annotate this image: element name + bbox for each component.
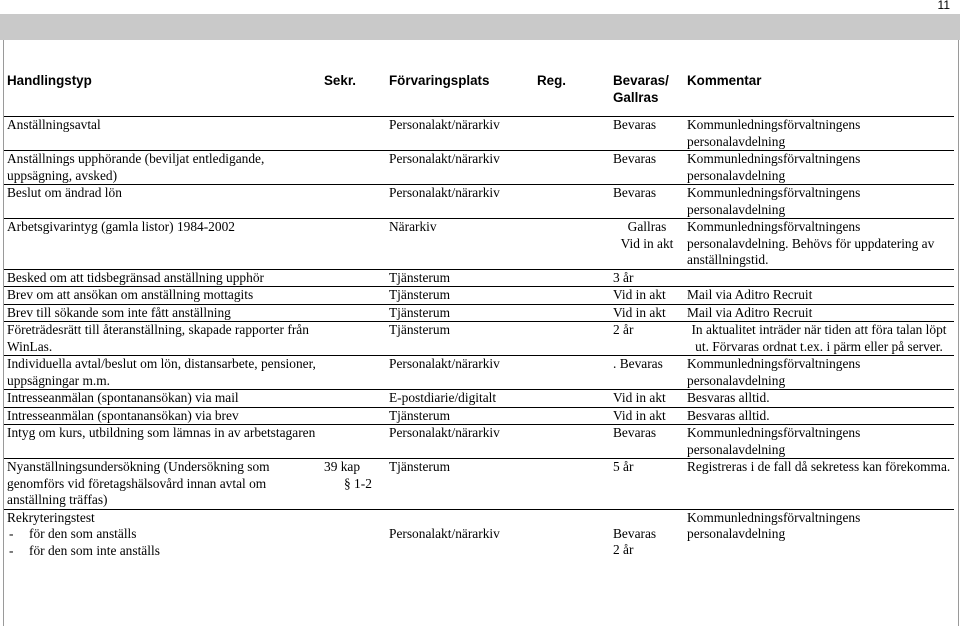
table-row	[4, 390, 954, 408]
cell-keep: Vid in akt	[610, 287, 684, 305]
cell-keep: 5 år	[610, 459, 684, 510]
cell-sekr	[321, 219, 386, 270]
cell-type: Brev om att ansökan om anställning mottagits	[4, 287, 321, 305]
cell-type: Besked om att tidsbegränsad anställning upphör	[4, 269, 321, 287]
cell-type: Intresseanmälan (spontanansökan) via mail	[4, 390, 321, 408]
cell-place: Tjänsterum	[386, 407, 610, 425]
cell-keep: 2 år	[610, 322, 684, 356]
cell-place: E-postdiarie/digitalt	[386, 390, 610, 408]
cell-keep: Bevaras	[610, 151, 684, 185]
cell-keep: Bevaras	[610, 185, 684, 219]
cell-comment: Mail via Aditro Recruit	[684, 287, 954, 305]
cell-comment: Besvaras alltid.	[684, 407, 954, 425]
cell-keep: Bevaras	[610, 425, 684, 459]
header-place: Förvaringsplats	[389, 73, 490, 88]
cell-type: Anställnings upphörande (beviljat entledigande, uppsägning, avsked)	[4, 151, 321, 185]
table-row	[4, 304, 954, 322]
cell-place: Personalakt/närarkiv	[386, 185, 610, 219]
cell-sekr	[321, 509, 386, 559]
cell-comment: Kommunledningsförvaltningens personalavdelning	[684, 509, 954, 559]
cell-comment	[684, 269, 954, 287]
table-row	[4, 356, 954, 390]
cell-comment: Registreras i de fall då sekretess kan förekomma.	[684, 459, 954, 510]
header-row	[4, 72, 954, 117]
list-item: - för den som inte anställs	[7, 543, 318, 560]
records-table	[4, 72, 954, 559]
cell-type: Nyanställningsundersökning (Undersökning som genomförs vid företagshälsovård innan avtal om anställning träffas)	[4, 459, 321, 510]
list-item: - för den som anställs	[7, 526, 318, 543]
table-row	[4, 459, 954, 510]
cell-place: Tjänsterum	[386, 287, 610, 305]
table-row	[4, 185, 954, 219]
cell-comment: Kommunledningsförvaltningens personalavdelning	[684, 356, 954, 390]
cell-place: Personalakt/närarkiv	[386, 509, 610, 559]
cell-place: Tjänsterum	[386, 322, 610, 356]
cell-keep: Vid in akt	[610, 407, 684, 425]
table-row	[4, 117, 954, 151]
cell-type: Intresseanmälan (spontanansökan) via brev	[4, 407, 321, 425]
dash-list	[7, 526, 318, 559]
cell-keep: Bevaras 2 år	[610, 509, 684, 559]
table-row	[4, 322, 954, 356]
cell-sekr	[321, 117, 386, 151]
cell-comment: Kommunledningsförvaltningens personalavdelning	[684, 185, 954, 219]
cell-place: Personalakt/närarkiv	[386, 117, 610, 151]
cell-type: Intyg om kurs, utbildning som lämnas in av arbetstagaren	[4, 425, 321, 459]
cell-comment: Mail via Aditro Recruit	[684, 304, 954, 322]
cell-comment: Kommunledningsförvaltningens personalavdelning	[684, 151, 954, 185]
header-keep: Bevaras/ Gallras	[613, 73, 669, 105]
header-reg: Reg.	[537, 73, 567, 88]
cell-keep: Bevaras	[610, 117, 684, 151]
cell-place: Personalakt/närarkiv	[386, 151, 610, 185]
cell-keep: . Bevaras	[610, 356, 684, 390]
table-row	[4, 151, 954, 185]
cell-place: Närarkiv	[386, 219, 610, 270]
cell-sekr	[321, 269, 386, 287]
cell-type: Anställningsavtal	[4, 117, 321, 151]
cell-sekr	[321, 151, 386, 185]
cell-keep: Vid in akt	[610, 390, 684, 408]
cell-sekr	[321, 304, 386, 322]
table-row	[4, 509, 954, 559]
cell-type: Företrädesrätt till återanställning, skapade rapporter från WinLas.	[4, 322, 321, 356]
header-sekr: Sekr.	[324, 73, 357, 88]
page-gap	[0, 14, 960, 40]
table-row	[4, 219, 954, 270]
page-number-bar	[0, 0, 960, 15]
cell-type: Rekryteringstest - för den som anställs - för den som inte anställs	[4, 509, 321, 559]
cell-place: Personalakt/närarkiv	[386, 425, 610, 459]
cell-type: Individuella avtal/beslut om lön, distansarbete, pensioner, uppsägningar m.m.	[4, 356, 321, 390]
cell-comment: Kommunledningsförvaltningens personalavdelning	[684, 425, 954, 459]
cell-keep: Gallras Vid in akt	[610, 219, 684, 270]
page-number: 11	[937, 0, 950, 12]
cell-sekr	[321, 287, 386, 305]
cell-comment: Kommunledningsförvaltningens personalavdelning. Behövs för uppdatering av anställningstid.	[684, 219, 954, 270]
cell-type: Beslut om ändrad lön	[4, 185, 321, 219]
cell-sekr	[321, 390, 386, 408]
cell-comment: In aktualitet inträder när tiden att föra talan löpt ut. Förvaras ordnat t.ex. i pärm eller på server.	[684, 322, 954, 356]
table-row	[4, 425, 954, 459]
cell-place: Tjänsterum	[386, 304, 610, 322]
cell-keep: 3 år	[610, 269, 684, 287]
cell-keep: Vid in akt	[610, 304, 684, 322]
cell-type: Arbetsgivarintyg (gamla listor) 1984-2002	[4, 219, 321, 270]
cell-sekr: 39 kap § 1-2	[321, 459, 386, 510]
cell-sekr	[321, 356, 386, 390]
header-type: Handlingstyp	[7, 73, 92, 88]
cell-place: Personalakt/närarkiv	[386, 356, 610, 390]
table-row	[4, 269, 954, 287]
header-comment: Kommentar	[687, 73, 762, 88]
cell-type: Brev till sökande som inte fått anställning	[4, 304, 321, 322]
cell-sekr	[321, 425, 386, 459]
table-row	[4, 287, 954, 305]
cell-sekr	[321, 407, 386, 425]
cell-comment: Besvaras alltid.	[684, 390, 954, 408]
cell-sekr	[321, 322, 386, 356]
cell-place: Tjänsterum	[386, 269, 610, 287]
cell-place: Tjänsterum	[386, 459, 610, 510]
table-row	[4, 407, 954, 425]
cell-comment: Kommunledningsförvaltningens personalavdelning	[684, 117, 954, 151]
cell-sekr	[321, 185, 386, 219]
